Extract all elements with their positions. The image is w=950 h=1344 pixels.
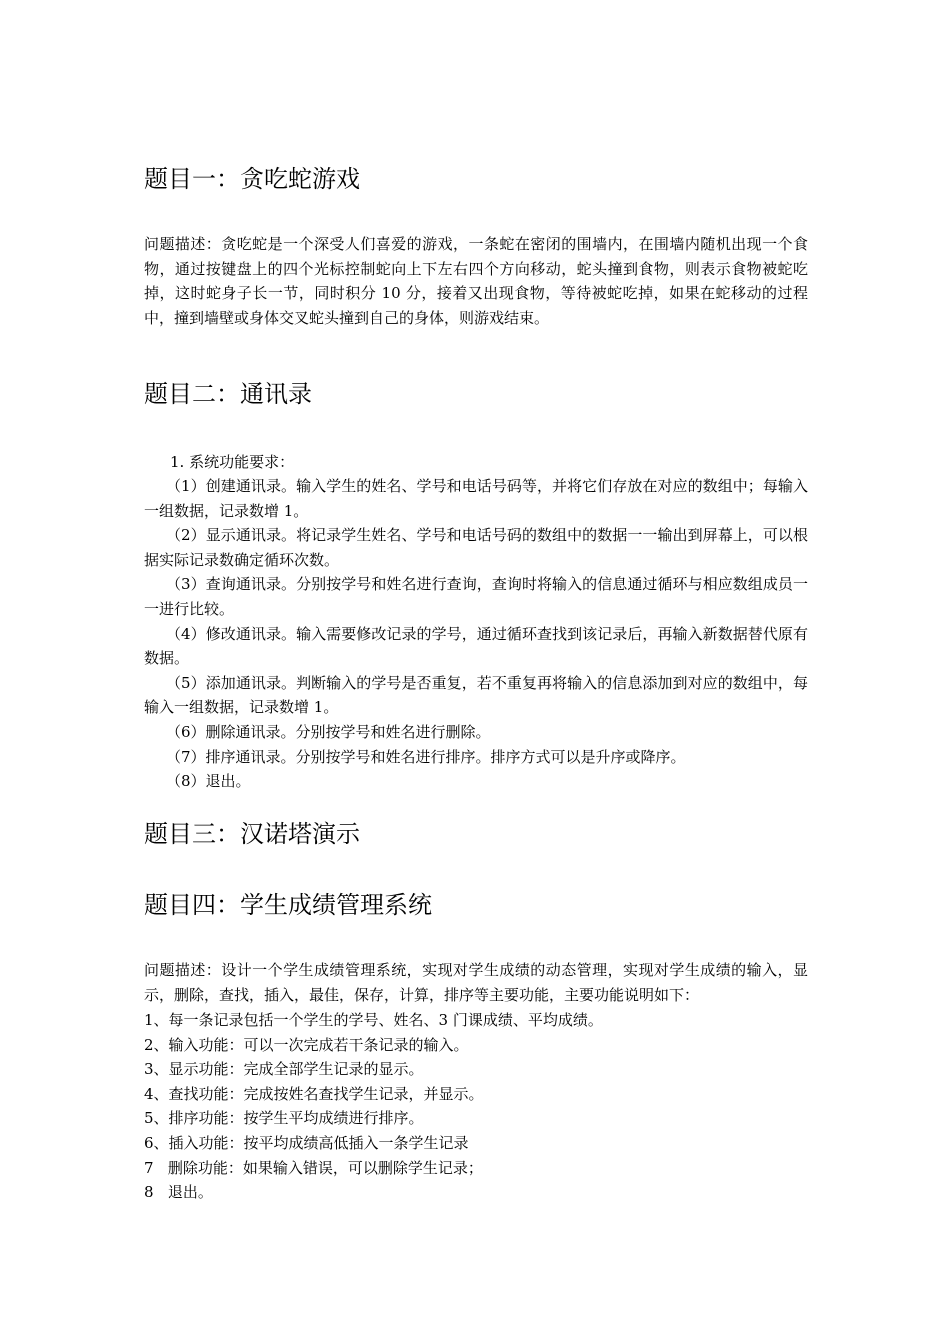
snake-description: 问题描述：贪吃蛇是一个深受人们喜爱的游戏，一条蛇在密闭的围墙内，在围墙内随机出现一个食物，通过按键盘上的四个光标控制蛇向上下左右四个方向移动，蛇头撞到食物，则表示食物被蛇吃掉，这时蛇身子长一节，同时积分 10 分，接着又出现食物，等待被蛇吃掉，如果在蛇移动的过程中，撞到墙壁或身体交叉蛇头撞到自己的身体，则游戏结束。 <box>144 235 808 327</box>
list-item: （6）删除通讯录。分别按学号和姓名进行删除。 <box>166 722 491 741</box>
list-item: 4、查找功能：完成按姓名查找学生记录，并显示。 <box>144 1084 484 1103</box>
list-item: 8 退出。 <box>144 1183 213 1202</box>
list-item: 1、每一条记录包括一个学生的学号、姓名、3 门课成绩、平均成绩。 <box>144 1011 603 1029</box>
section-title-hanoi: 题目三：汉诺塔演示 <box>144 820 360 848</box>
list-item: （1）创建通讯录。输入学生的姓名、学号和电话号码等，并将它们存放在对应的数组中；每输入一组数据，记录数增 1。 <box>144 477 808 520</box>
list-item: （4）修改通讯录。输入需要修改记录的学号，通过循环查找到该记录后，再输入新数据替代原有数据。 <box>144 624 808 668</box>
grades-features-list <box>144 1008 808 1205</box>
list-item: （8）退出。 <box>166 772 251 791</box>
grades-description: 问题描述：设计一个学生成绩管理系统，实现对学生成绩的动态管理，实现对学生成绩的输入，显示，删除，查找，插入，最佳，保存，计算，排序等主要功能，主要功能说明如下： <box>144 961 808 1004</box>
list-item: （5）添加通讯录。判断输入的学号是否重复，若不重复再将输入的信息添加到对应的数组中，每输入一组数据，记录数增 1。 <box>144 673 808 717</box>
list-item: 5、排序功能：按学生平均成绩进行排序。 <box>144 1109 424 1128</box>
section-title-contacts: 题目二：通讯录 <box>144 380 312 408</box>
list-item: 3、显示功能：完成全部学生记录的显示。 <box>144 1060 424 1079</box>
list-item: 2、输入功能：可以一次完成若干条记录的输入。 <box>144 1035 469 1054</box>
list-item: 6、插入功能：按平均成绩高低插入一条学生记录 <box>144 1133 469 1152</box>
list-item: （3）查询通讯录。分别按学号和姓名进行查询，查询时将输入的信息通过循环与相应数组成员一一进行比较。 <box>144 575 808 618</box>
contacts-requirements-list <box>144 474 808 794</box>
list-item: （7）排序通讯录。分别按学号和姓名进行排序。排序方式可以是升序或降序。 <box>166 747 686 766</box>
section-title-snake: 题目一：贪吃蛇游戏 <box>144 165 360 193</box>
list-item: （2）显示通讯录。将记录学生姓名、学号和电话号码的数组中的数据一一输出到屏幕上，可以根据实际记录数确定循环次数。 <box>144 526 808 569</box>
contacts-intro: 1. 系统功能要求： <box>170 453 295 471</box>
section-title-grades: 题目四：学生成绩管理系统 <box>144 891 432 919</box>
list-item: 7 删除功能：如果输入错误，可以删除学生记录； <box>144 1158 483 1177</box>
